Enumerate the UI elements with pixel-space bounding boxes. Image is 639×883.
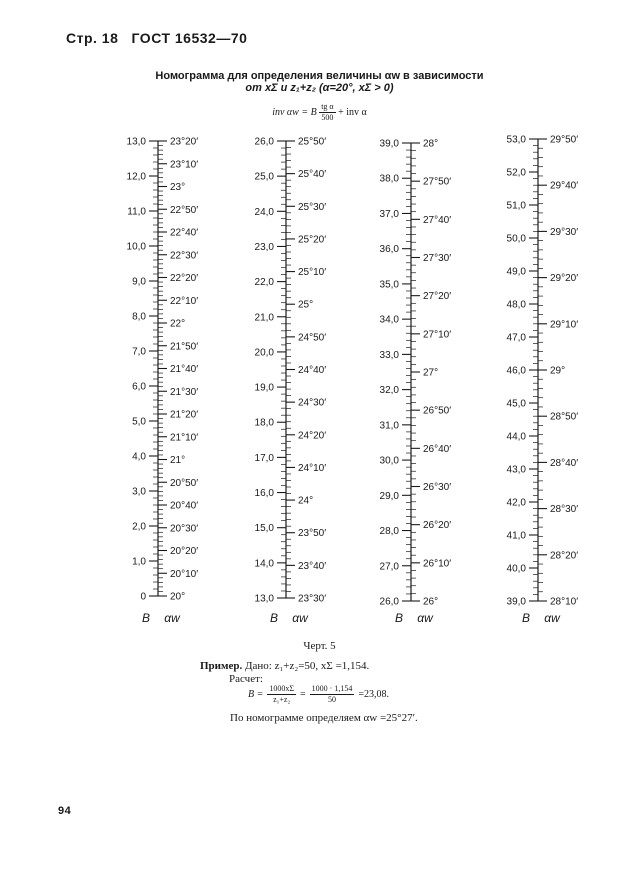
alpha-tick-label: 27°40′	[423, 214, 452, 226]
b-tick-label: 22,0	[254, 277, 274, 289]
scale-label-alpha: αw	[292, 611, 308, 625]
scale-label-b: B	[394, 611, 404, 625]
example-calc	[248, 684, 389, 705]
b-tick-label: 47,0	[506, 332, 526, 344]
alpha-tick-label: 26°40′	[423, 443, 452, 455]
b-tick-label: 2,0	[132, 521, 146, 533]
b-tick-label: 37,0	[379, 208, 399, 220]
b-tick-label: 41,0	[506, 530, 526, 542]
alpha-tick-label: 29°20′	[550, 273, 579, 285]
b-tick-label: 16,0	[254, 488, 274, 500]
b-tick-label: 14,0	[254, 558, 274, 570]
alpha-tick-label: 27°50′	[423, 176, 452, 188]
b-tick-label: 36,0	[379, 244, 399, 256]
alpha-tick-label: 29°10′	[550, 319, 579, 331]
alpha-tick-label: 21°	[170, 455, 186, 466]
calc-b-eq: B =	[248, 689, 264, 700]
calc-f1-den: z₁+z₂	[273, 695, 291, 704]
alpha-tick-label: 22°40′	[170, 227, 199, 239]
b-tick-label: 49,0	[506, 266, 526, 278]
calc-f1-num: 1000xΣ	[269, 684, 295, 693]
b-tick-label: 28,0	[379, 526, 399, 538]
alpha-tick-label: 28°	[423, 138, 439, 150]
page-label: Стр. 18	[66, 30, 119, 46]
alpha-tick-label: 27°10′	[423, 329, 452, 341]
b-tick-label: 51,0	[506, 200, 526, 212]
b-tick-label: 33,0	[379, 349, 399, 361]
alpha-tick-label: 22°10′	[170, 295, 199, 307]
b-tick-label: 15,0	[254, 523, 274, 535]
b-tick-label: 48,0	[506, 299, 526, 311]
alpha-tick-label: 27°20′	[423, 291, 452, 303]
example-lead: Пример.	[200, 660, 243, 672]
alpha-tick-label: 29°	[550, 365, 566, 377]
alpha-tick-label: 23°40′	[298, 560, 327, 572]
b-tick-label: 23,0	[254, 241, 274, 253]
scale-label-b: B	[141, 611, 151, 625]
alpha-tick-label: 28°40′	[550, 457, 579, 469]
b-tick-label: 39,0	[379, 138, 399, 150]
alpha-tick-label: 21°10′	[170, 432, 199, 444]
example-given	[200, 660, 369, 672]
alpha-tick-label: 23°	[170, 182, 186, 193]
alpha-tick-label: 25°10′	[298, 267, 327, 279]
b-tick-label: 26,0	[254, 136, 274, 148]
calc-result: =23,08.	[358, 689, 389, 700]
scale-label-alpha: αw	[164, 611, 180, 625]
alpha-tick-label: 26°30′	[423, 482, 452, 493]
b-tick-label: 4,0	[132, 451, 146, 463]
b-tick-label: 34,0	[379, 314, 399, 326]
alpha-tick-label: 24°40′	[298, 365, 327, 376]
b-tick-label: 12,0	[126, 171, 146, 183]
alpha-tick-label: 20°	[170, 591, 186, 603]
calc-fraction-2	[310, 684, 355, 705]
calc-f2-den: 50	[327, 695, 336, 704]
alpha-tick-label: 28°50′	[550, 411, 579, 423]
alpha-tick-label: 29°50′	[550, 134, 579, 146]
formula-frac-num: tg α	[321, 102, 334, 111]
b-tick-label: 43,0	[506, 464, 526, 476]
alpha-tick-label: 20°10′	[170, 568, 199, 580]
alpha-tick-label: 25°	[298, 299, 314, 311]
b-tick-label: 21,0	[254, 312, 274, 324]
b-tick-label: 26,0	[379, 596, 399, 608]
b-tick-label: 50,0	[506, 233, 526, 245]
b-tick-label: 27,0	[379, 561, 399, 573]
b-tick-label: 42,0	[506, 497, 526, 509]
b-tick-label: 30,0	[379, 455, 399, 467]
b-tick-label: 0	[140, 591, 146, 603]
alpha-tick-label: 29°40′	[550, 180, 579, 192]
b-tick-label: 18,0	[254, 417, 274, 429]
alpha-tick-label: 26°20′	[423, 520, 452, 532]
alpha-tick-label: 22°	[170, 318, 186, 330]
b-tick-label: 29,0	[379, 490, 399, 502]
alpha-tick-label: 29°30′	[550, 226, 579, 238]
example-calc-label: Расчет:	[229, 673, 263, 685]
alpha-tick-label: 27°	[423, 367, 439, 379]
alpha-tick-label: 23°50′	[298, 528, 327, 540]
b-tick-label: 11,0	[127, 206, 146, 218]
b-tick-label: 17,0	[254, 452, 274, 464]
example-given-text: Дано: z₁+z₂=50, xΣ =1,154.	[245, 660, 370, 672]
alpha-tick-label: 21°30′	[170, 386, 199, 398]
alpha-tick-label: 21°20′	[170, 409, 199, 421]
b-tick-label: 46,0	[506, 365, 526, 377]
scale-label-b: B	[521, 611, 531, 625]
alpha-tick-label: 24°30′	[298, 397, 327, 409]
scale-label-b: B	[269, 611, 279, 625]
b-tick-label: 6,0	[132, 381, 146, 393]
alpha-tick-label: 20°20′	[170, 546, 199, 557]
formula-rhs: + inv α	[338, 106, 367, 118]
alpha-tick-label: 25°50′	[298, 136, 327, 148]
b-tick-label: 53,0	[506, 134, 526, 146]
b-tick-label: 7,0	[132, 346, 146, 358]
alpha-tick-label: 24°	[298, 495, 314, 507]
b-tick-label: 8,0	[132, 311, 146, 323]
b-tick-label: 13,0	[126, 136, 146, 148]
calc-eq: =	[300, 689, 306, 700]
b-tick-label: 44,0	[506, 431, 526, 443]
scale-label-alpha: αw	[544, 611, 560, 625]
formula-lhs: inv αw = B	[272, 106, 317, 118]
alpha-tick-label: 22°50′	[170, 204, 199, 216]
b-tick-label: 3,0	[132, 486, 146, 498]
b-tick-label: 38,0	[379, 173, 399, 185]
alpha-tick-label: 20°30′	[170, 523, 199, 535]
alpha-tick-label: 28°20′	[550, 550, 579, 562]
alpha-tick-label: 26°	[423, 596, 439, 608]
b-tick-label: 45,0	[506, 398, 526, 410]
figure-caption: Черт. 5	[303, 640, 336, 652]
gost-label: ГОСТ 16532—70	[131, 30, 248, 46]
b-tick-label: 52,0	[506, 167, 526, 179]
alpha-tick-label: 27°30′	[423, 253, 452, 264]
page-number: 94	[58, 805, 72, 817]
b-tick-label: 40,0	[506, 563, 526, 575]
alpha-tick-label: 24°10′	[298, 462, 327, 474]
example-conclusion: По номограмме определяем αw =25°27′.	[230, 712, 418, 724]
alpha-tick-label: 23°10′	[170, 159, 199, 171]
formula-frac-den: 500	[321, 113, 334, 122]
alpha-tick-label: 25°20′	[298, 234, 327, 246]
b-tick-label: 13,0	[254, 593, 274, 605]
alpha-tick-label: 21°40′	[170, 364, 199, 375]
alpha-tick-label: 25°40′	[298, 169, 327, 181]
alpha-tick-label: 23°20′	[170, 136, 199, 148]
b-tick-label: 19,0	[254, 382, 274, 394]
calc-fraction-1	[267, 684, 296, 705]
b-tick-label: 10,0	[126, 241, 146, 253]
alpha-tick-label: 28°10′	[550, 596, 579, 608]
alpha-tick-label: 21°50′	[170, 341, 199, 353]
calc-f2-num: 1000 · 1,154	[311, 684, 353, 693]
b-tick-label: 5,0	[132, 416, 146, 428]
title-line-1: Номограмма для определения величины αw в зависимости	[155, 70, 484, 82]
b-tick-label: 39,0	[506, 596, 526, 608]
scale-label-alpha: αw	[417, 611, 433, 625]
b-tick-label: 24,0	[254, 206, 274, 218]
alpha-tick-label: 24°50′	[298, 332, 327, 344]
b-tick-label: 35,0	[379, 279, 399, 291]
b-tick-label: 25,0	[254, 171, 274, 183]
b-tick-label: 31,0	[379, 420, 399, 432]
alpha-tick-label: 24°20′	[298, 430, 327, 442]
alpha-tick-label: 22°20′	[170, 273, 199, 284]
alpha-tick-label: 20°40′	[170, 500, 199, 512]
alpha-tick-label: 28°30′	[550, 504, 579, 516]
alpha-tick-label: 22°30′	[170, 250, 199, 262]
b-tick-label: 32,0	[379, 385, 399, 397]
alpha-tick-label: 26°50′	[423, 405, 452, 417]
alpha-tick-label: 25°30′	[298, 201, 327, 213]
b-tick-label: 1,0	[132, 556, 146, 568]
b-tick-label: 20,0	[254, 347, 274, 359]
alpha-tick-label: 23°30′	[298, 593, 327, 605]
alpha-tick-label: 26°10′	[423, 558, 452, 570]
b-tick-label: 9,0	[132, 276, 146, 288]
title-line-2: от xΣ и z₁+z₂ (α=20°, xΣ > 0)	[245, 82, 394, 94]
alpha-tick-label: 20°50′	[170, 477, 199, 489]
